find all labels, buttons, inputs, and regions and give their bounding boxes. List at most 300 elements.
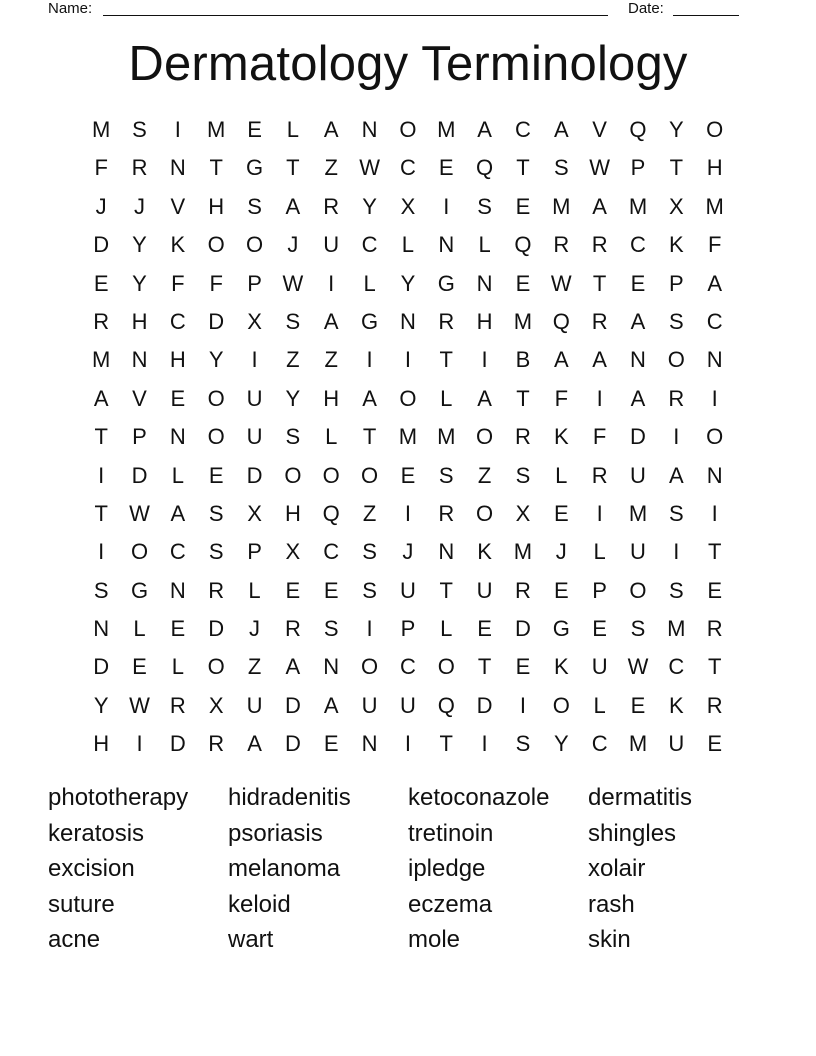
grid-letter: B <box>515 347 531 373</box>
grid-letter: A <box>362 385 377 411</box>
grid-letter: A <box>285 654 301 680</box>
grid-letter: S <box>553 155 569 181</box>
grid-letter: N <box>630 347 646 373</box>
grid-letter: O <box>207 232 225 258</box>
grid-row <box>82 495 734 533</box>
grid-letter: R <box>706 616 723 642</box>
grid-letter: J <box>249 616 261 642</box>
page-title: Dermatology Terminology <box>128 37 688 91</box>
grid-letter: E <box>553 577 569 603</box>
grid-letter: L <box>593 539 606 565</box>
grid-letter: K <box>553 654 569 680</box>
grid-letter: C <box>169 308 186 334</box>
grid-letter: D <box>131 462 148 488</box>
grid-letter: T <box>592 270 607 296</box>
grid-letter: C <box>323 539 340 565</box>
grid-letter: U <box>476 577 493 603</box>
grid-letter: S <box>247 193 262 219</box>
grid-letter: H <box>706 155 723 181</box>
grid-letter: R <box>591 462 608 488</box>
grid-letter: K <box>668 232 684 258</box>
grid-letter: R <box>93 308 110 334</box>
grid-letter: I <box>404 347 411 373</box>
grid-letter: O <box>706 117 724 142</box>
grid-letter: Y <box>132 270 147 296</box>
grid-letter: P <box>132 424 147 450</box>
grid-letter: M <box>552 193 571 219</box>
word-list-item: ketoconazole <box>408 784 550 811</box>
grid-letter: S <box>362 539 377 565</box>
grid-letter: K <box>668 692 684 718</box>
word-list-item: suture <box>48 890 115 918</box>
grid-letter: T <box>286 155 300 181</box>
grid-letter: Z <box>477 462 492 488</box>
grid-letter: U <box>361 692 378 718</box>
grid-letter: C <box>399 155 416 181</box>
grid-letter: L <box>171 654 184 680</box>
grid-letter: A <box>553 117 569 142</box>
grid-letter: T <box>707 654 722 680</box>
grid-letter: L <box>171 462 184 488</box>
grid-letter: L <box>363 270 376 296</box>
grid-letter: G <box>245 155 264 181</box>
word-list <box>48 780 768 958</box>
grid-letter: Z <box>324 155 338 181</box>
grid-row <box>82 341 734 379</box>
grid-letter: W <box>550 270 572 296</box>
grid-letter: O <box>399 117 417 142</box>
grid-row <box>82 111 734 149</box>
grid-letter: Y <box>362 193 377 219</box>
grid-letter: R <box>208 731 225 757</box>
grid-letter: N <box>93 616 110 642</box>
word-list-item: melanoma <box>228 855 341 883</box>
grid-letter: A <box>592 347 607 373</box>
grid-letter: N <box>476 270 493 296</box>
grid-letter: R <box>169 692 186 718</box>
grid-letter: K <box>553 424 569 450</box>
grid-letter: N <box>361 117 378 142</box>
grid-letter: M <box>628 731 648 757</box>
grid-letter: C <box>668 654 685 680</box>
word-list-item: phototherapy <box>48 784 189 811</box>
grid-letter: S <box>132 117 147 142</box>
grid-letter: T <box>516 385 530 411</box>
grid-row <box>82 533 734 571</box>
word-list-item: dermatitis <box>588 784 693 811</box>
grid-letter: L <box>555 462 568 488</box>
grid-letter: A <box>93 385 109 411</box>
grid-letter: V <box>592 117 607 142</box>
grid-letter: W <box>359 155 380 181</box>
grid-letter: E <box>707 577 723 603</box>
grid-letter: N <box>323 654 340 680</box>
grid-letter: S <box>477 193 492 219</box>
word-list-item: keloid <box>228 890 291 918</box>
grid-letter: V <box>132 385 147 411</box>
grid-row <box>82 572 734 610</box>
grid-letter: U <box>630 539 646 565</box>
word-list-item: xolair <box>588 855 646 883</box>
grid-letter: T <box>362 424 377 450</box>
word-list-item: eczema <box>408 890 493 918</box>
name-label: Name: <box>48 0 93 17</box>
grid-letter: I <box>251 347 258 373</box>
grid-letter: R <box>131 155 148 181</box>
grid-letter: I <box>596 500 603 526</box>
grid-letter: G <box>130 577 149 603</box>
grid-letter: I <box>136 731 143 757</box>
grid-row <box>82 188 734 226</box>
grid-row <box>82 725 734 763</box>
grid-letter: E <box>132 654 147 680</box>
grid-letter: N <box>169 577 186 603</box>
grid-letter: S <box>515 462 531 488</box>
grid-letter: R <box>706 692 723 718</box>
grid-letter: R <box>591 308 608 334</box>
grid-letter: U <box>668 731 685 757</box>
grid-letter: H <box>169 347 186 373</box>
grid-letter: O <box>207 424 225 450</box>
grid-letter: E <box>285 577 301 603</box>
grid-letter: O <box>476 500 494 526</box>
grid-letter: F <box>209 270 223 296</box>
grid-letter: S <box>208 500 224 526</box>
grid-letter: E <box>630 270 646 296</box>
grid-letter: Z <box>362 500 377 526</box>
grid-letter: T <box>439 577 453 603</box>
grid-letter: H <box>323 385 340 411</box>
grid-letter: E <box>93 270 109 296</box>
date-label: Date: <box>628 0 664 17</box>
grid-letter: I <box>328 270 335 296</box>
grid-letter: U <box>246 692 263 718</box>
grid-letter: T <box>516 155 530 181</box>
grid-letter: R <box>515 424 531 450</box>
grid-letter: J <box>134 193 146 219</box>
grid-letter: C <box>630 232 646 258</box>
grid-letter: W <box>129 692 150 718</box>
grid-letter: A <box>323 308 339 334</box>
grid-letter: U <box>399 577 416 603</box>
grid-letter: H <box>284 500 301 526</box>
grid-letter: E <box>208 462 224 488</box>
grid-letter: Z <box>247 654 262 680</box>
grid-letter: T <box>94 424 108 450</box>
grid-letter: A <box>592 193 607 219</box>
grid-letter: T <box>477 654 492 680</box>
grid-letter: Y <box>285 385 301 411</box>
grid-letter: C <box>591 731 608 757</box>
grid-letter: U <box>323 232 340 258</box>
grid-letter: W <box>282 270 304 296</box>
word-list-item: excision <box>48 855 135 883</box>
grid-letter: L <box>478 232 491 258</box>
grid-letter: S <box>285 424 301 450</box>
grid-letter: N <box>361 731 378 757</box>
word-list-item: shingles <box>588 819 677 847</box>
word-list-item: psoriasis <box>228 819 323 847</box>
grid-letter: M <box>207 117 226 142</box>
grid-letter: P <box>668 270 684 296</box>
grid-letter: E <box>707 731 723 757</box>
grid-row <box>82 648 734 686</box>
grid-letter: P <box>400 616 416 642</box>
grid-letter: S <box>323 616 339 642</box>
word-list-item: keratosis <box>48 819 145 847</box>
grid-letter: A <box>247 731 262 757</box>
grid-letter: F <box>94 155 108 181</box>
grid-letter: R <box>438 500 455 526</box>
grid-letter: D <box>284 692 301 718</box>
grid-letter: M <box>667 616 686 642</box>
grid-letter: G <box>361 308 379 334</box>
name-blank <box>103 15 608 16</box>
grid-letter: F <box>592 424 607 450</box>
grid-letter: I <box>366 616 373 642</box>
grid-letter: N <box>131 347 148 373</box>
grid-row <box>82 418 734 456</box>
grid-letter: J <box>95 193 107 219</box>
grid-letter: D <box>208 308 225 334</box>
grid-letter: P <box>592 577 607 603</box>
grid-letter: S <box>668 577 684 603</box>
grid-letter: U <box>591 654 608 680</box>
grid-letter: X <box>247 500 262 526</box>
grid-letter: D <box>169 731 186 757</box>
word-list-item: ipledge <box>408 855 486 883</box>
grid-letter: E <box>477 616 492 642</box>
grid-letter: R <box>438 308 455 334</box>
grid-letter: O <box>552 692 570 718</box>
grid-letter: K <box>170 232 186 258</box>
grid-letter: M <box>437 117 456 142</box>
grid-letter: I <box>404 731 411 757</box>
grid-letter: N <box>169 155 186 181</box>
grid-letter: U <box>246 424 263 450</box>
grid-letter: G <box>437 270 455 296</box>
grid-letter: Q <box>552 308 570 334</box>
grid-letter: H <box>93 731 110 757</box>
grid-letter: X <box>285 539 301 565</box>
grid-letter: M <box>513 539 533 565</box>
grid-letter: K <box>477 539 492 565</box>
grid-letter: Q <box>629 117 647 142</box>
grid-letter: O <box>245 232 264 258</box>
grid-letter: M <box>92 347 111 373</box>
grid-letter: I <box>443 193 450 219</box>
grid-letter: I <box>673 539 680 565</box>
grid-letter: C <box>169 539 186 565</box>
grid-letter: M <box>705 193 724 219</box>
grid-letter: D <box>476 692 493 718</box>
grid-letter: A <box>477 117 492 142</box>
grid-letter: T <box>209 155 223 181</box>
grid-letter: S <box>285 308 301 334</box>
grid-letter: I <box>673 424 680 450</box>
grid-letter: F <box>171 270 185 296</box>
grid-letter: L <box>593 692 606 718</box>
grid-letter: I <box>519 692 527 718</box>
grid-letter: S <box>93 577 109 603</box>
grid-letter: L <box>133 616 146 642</box>
grid-letter: D <box>93 654 110 680</box>
grid-letter: X <box>247 308 262 334</box>
grid-letter: O <box>706 424 724 450</box>
grid-letter: R <box>323 193 340 219</box>
grid-letter: M <box>398 424 418 450</box>
grid-letter: N <box>706 347 723 373</box>
grid-letter: S <box>362 577 377 603</box>
grid-letter: C <box>361 232 378 258</box>
grid-letter: D <box>284 731 301 757</box>
grid-letter: L <box>286 117 300 142</box>
grid-letter: O <box>207 385 225 411</box>
grid-row <box>82 149 734 187</box>
word-list-item: mole <box>408 926 461 954</box>
grid-letter: G <box>552 616 570 642</box>
grid-letter: S <box>630 616 646 642</box>
grid-letter: F <box>707 232 722 258</box>
word-search-grid <box>82 111 734 764</box>
grid-letter: T <box>439 731 453 757</box>
grid-letter: T <box>707 539 722 565</box>
grid-letter: Q <box>514 232 532 258</box>
grid-letter: I <box>711 500 718 526</box>
grid-letter: I <box>98 539 105 565</box>
grid-letter: D <box>630 424 646 450</box>
grid-letter: P <box>247 270 262 296</box>
grid-letter: L <box>440 385 453 411</box>
grid-letter: A <box>170 500 186 526</box>
grid-letter: O <box>399 385 417 411</box>
grid-letter: O <box>130 539 149 565</box>
grid-row <box>82 265 734 303</box>
grid-letter: M <box>437 424 456 450</box>
grid-letter: E <box>515 654 531 680</box>
grid-letter: I <box>98 462 105 488</box>
grid-letter: U <box>630 462 646 488</box>
grid-letter: N <box>438 232 455 258</box>
grid-letter: Y <box>93 692 109 718</box>
grid-letter: E <box>553 500 569 526</box>
grid-letter: T <box>669 155 684 181</box>
grid-letter: C <box>706 308 723 334</box>
grid-letter: I <box>481 731 488 757</box>
grid-letter: O <box>629 577 647 603</box>
grid-letter: I <box>404 500 411 526</box>
grid-letter: A <box>707 270 723 296</box>
grid-letter: R <box>591 232 608 258</box>
grid-letter: T <box>94 500 108 526</box>
grid-row <box>82 380 734 418</box>
grid-letter: P <box>247 539 262 565</box>
grid-letter: Q <box>476 155 494 181</box>
grid-letter: Q <box>437 692 455 718</box>
grid-letter: X <box>400 193 416 219</box>
grid-letter: E <box>515 270 531 296</box>
grid-letter: E <box>592 616 607 642</box>
grid-letter: L <box>325 424 338 450</box>
grid-letter: I <box>481 347 488 373</box>
grid-letter: S <box>208 539 224 565</box>
grid-letter: E <box>515 193 531 219</box>
grid-letter: O <box>667 347 685 373</box>
grid-letter: E <box>247 117 262 142</box>
grid-letter: O <box>361 654 379 680</box>
grid-letter: A <box>285 193 301 219</box>
grid-letter: I <box>174 117 181 142</box>
grid-letter: D <box>246 462 263 488</box>
word-list-item: acne <box>48 926 101 954</box>
word-list-item: wart <box>228 926 274 954</box>
grid-letter: E <box>170 616 186 642</box>
grid-letter: N <box>706 462 723 488</box>
grid-letter: S <box>668 308 684 334</box>
word-list-item: rash <box>588 890 635 918</box>
grid-letter: Y <box>553 731 569 757</box>
grid-letter: R <box>284 616 301 642</box>
grid-letter: W <box>129 500 150 526</box>
grid-letter: M <box>628 500 648 526</box>
grid-letter: X <box>208 692 224 718</box>
grid-letter: R <box>208 577 225 603</box>
grid-letter: P <box>630 155 646 181</box>
grid-letter: C <box>399 654 416 680</box>
grid-letter: C <box>515 117 531 142</box>
word-list-item: skin <box>588 926 631 954</box>
grid-letter: V <box>170 193 186 219</box>
date-blank <box>673 15 739 16</box>
grid-letter: I <box>711 385 718 411</box>
grid-letter: J <box>287 232 299 258</box>
grid-letter: A <box>668 462 684 488</box>
grid-letter: Z <box>324 347 338 373</box>
grid-letter: M <box>628 193 648 219</box>
grid-letter: X <box>515 500 531 526</box>
worksheet-header <box>48 0 768 20</box>
grid-letter: N <box>399 308 416 334</box>
grid-letter: N <box>438 539 455 565</box>
grid-letter: H <box>476 308 493 334</box>
grid-letter: R <box>668 385 685 411</box>
grid-letter: D <box>208 616 225 642</box>
grid-row <box>82 687 734 725</box>
grid-letter: D <box>93 232 110 258</box>
grid-letter: I <box>596 385 603 411</box>
grid-letter: E <box>323 577 339 603</box>
grid-letter: E <box>323 731 339 757</box>
grid-letter: R <box>553 232 570 258</box>
grid-letter: A <box>553 347 569 373</box>
grid-letter: D <box>515 616 531 642</box>
grid-letter: Y <box>208 347 224 373</box>
grid-letter: A <box>630 308 646 334</box>
grid-letter: Y <box>400 270 416 296</box>
grid-letter: O <box>361 462 379 488</box>
grid-letter: S <box>668 500 684 526</box>
grid-row <box>82 457 734 495</box>
grid-letter: Q <box>322 500 340 526</box>
grid-letter: S <box>438 462 454 488</box>
grid-letter: T <box>439 347 453 373</box>
grid-letter: F <box>554 385 569 411</box>
grid-letter: O <box>476 424 494 450</box>
grid-letter: A <box>323 692 339 718</box>
grid-letter: J <box>555 539 567 565</box>
grid-letter: M <box>513 308 533 334</box>
grid-letter: E <box>170 385 186 411</box>
